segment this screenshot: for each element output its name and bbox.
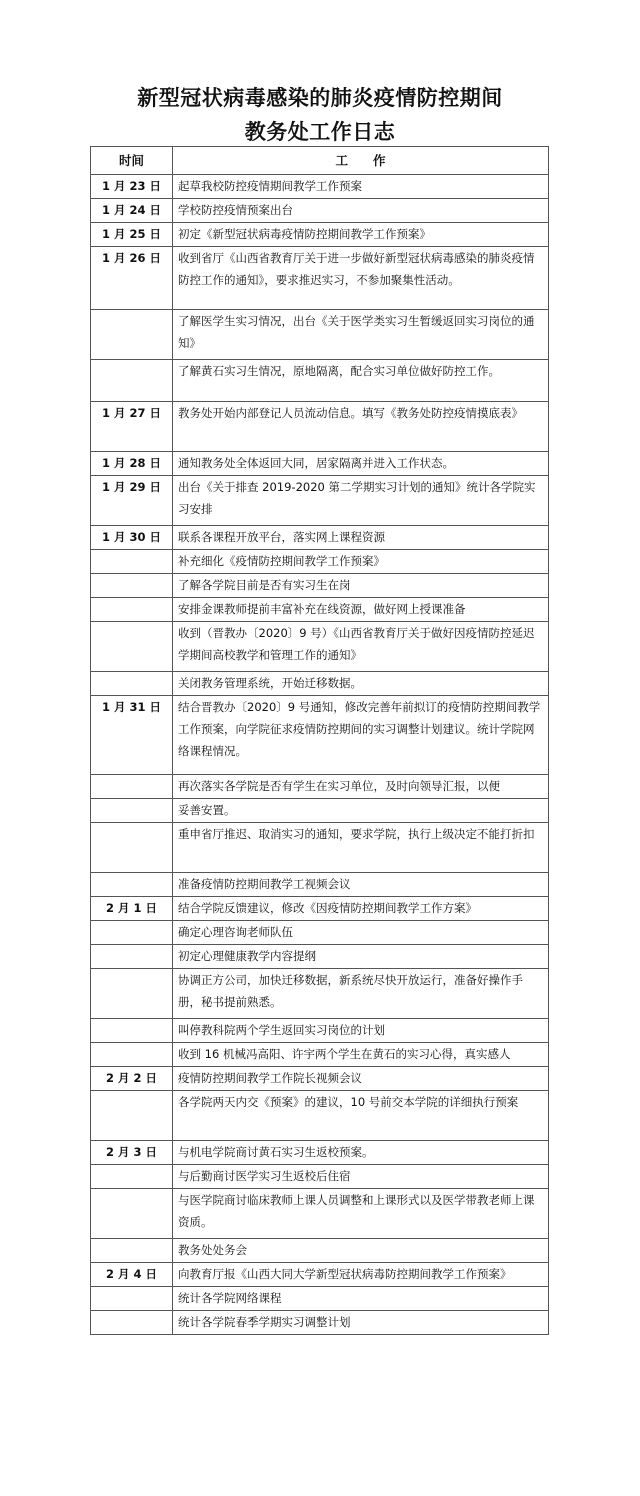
row-date xyxy=(91,550,173,574)
table-row xyxy=(91,598,549,622)
table-row xyxy=(91,1287,549,1311)
row-work: 妥善安置。 xyxy=(173,799,549,823)
row-date xyxy=(91,1043,173,1067)
row-date xyxy=(91,1287,173,1311)
table-row xyxy=(91,247,549,310)
table-row xyxy=(91,526,549,550)
row-date xyxy=(91,622,173,672)
row-date xyxy=(91,823,173,873)
row-work: 收到 16 机械冯高阳、许宇两个学生在黄石的实习心得，真实感人 xyxy=(173,1043,549,1067)
row-date xyxy=(91,969,173,1019)
row-work: 出台《关于排查 2019-2020 第二学期实习计划的通知》统计各学院实习安排 xyxy=(173,476,549,526)
row-work: 初定心理健康教学内容提纲 xyxy=(173,945,549,969)
row-work: 了解医学生实习情况，出台《关于医学类实习生暂缓返回实习岗位的通知》 xyxy=(173,310,549,360)
row-date xyxy=(91,799,173,823)
table-row xyxy=(91,696,549,775)
table-row xyxy=(91,223,549,247)
row-date: 1 月 23 日 xyxy=(91,175,173,199)
row-date xyxy=(91,360,173,402)
row-work: 再次落实各学院是否有学生在实习单位，及时向领导汇报，以便 xyxy=(173,775,549,799)
row-work: 确定心理咨询老师队伍 xyxy=(173,921,549,945)
row-work: 补充细化《疫情防控期间教学工作预案》 xyxy=(173,550,549,574)
row-date: 2 月 4 日 xyxy=(91,1263,173,1287)
row-date xyxy=(91,775,173,799)
row-date xyxy=(91,921,173,945)
row-work: 与后勤商讨医学实习生返校后住宿 xyxy=(173,1165,549,1189)
row-work: 安排金课教师提前丰富补充在线资源，做好网上授课准备 xyxy=(173,598,549,622)
page-title-line2: 教务处工作日志 xyxy=(244,120,396,144)
row-date: 2 月 3 日 xyxy=(91,1141,173,1165)
time-column-header: 时间 xyxy=(91,147,173,175)
table-row xyxy=(91,1189,549,1239)
page-title-line1: 新型冠状病毒感染的肺炎疫情防控期间 xyxy=(137,86,503,110)
work-column-header: 工 作 xyxy=(173,147,549,175)
row-work: 通知教务处全体返回大同，居家隔离并进入工作状态。 xyxy=(173,452,549,476)
row-date xyxy=(91,598,173,622)
table-row xyxy=(91,1239,549,1263)
row-date: 1 月 29 日 xyxy=(91,476,173,526)
row-work: 与医学院商讨临床教师上课人员调整和上课形式以及医学带教老师上课资质。 xyxy=(173,1189,549,1239)
table-row xyxy=(91,823,549,873)
row-work: 统计各学院网络课程 xyxy=(173,1287,549,1311)
table-row xyxy=(91,175,549,199)
row-date: 1 月 30 日 xyxy=(91,526,173,550)
table-row xyxy=(91,969,549,1019)
row-work: 关闭教务管理系统，开始迁移数据。 xyxy=(173,672,549,696)
row-date: 1 月 25 日 xyxy=(91,223,173,247)
table-row xyxy=(91,921,549,945)
row-date xyxy=(91,945,173,969)
row-work: 疫情防控期间教学工作院长视频会议 xyxy=(173,1067,549,1091)
row-work: 联系各课程开放平台，落实网上课程资源 xyxy=(173,526,549,550)
row-date xyxy=(91,672,173,696)
table-row xyxy=(91,199,549,223)
row-date: 1 月 26 日 xyxy=(91,247,173,310)
table-row xyxy=(91,1141,549,1165)
row-work: 起草我校防控疫情期间教学工作预案 xyxy=(173,175,549,199)
table-row xyxy=(91,402,549,452)
row-date: 1 月 31 日 xyxy=(91,696,173,775)
table-row xyxy=(91,1165,549,1189)
row-work: 向教育厅报《山西大同大学新型冠状病毒防控期间教学工作预案》 xyxy=(173,1263,549,1287)
row-work: 了解黄石实习生情况，原地隔离，配合实习单位做好防控工作。 xyxy=(173,360,549,402)
table-row xyxy=(91,550,549,574)
table-row xyxy=(91,775,549,799)
row-work: 初定《新型冠状病毒疫情防控期间教学工作预案》 xyxy=(173,223,549,247)
table-row xyxy=(91,1019,549,1043)
row-work: 了解各学院目前是否有实习生在岗 xyxy=(173,574,549,598)
row-date xyxy=(91,873,173,897)
row-date xyxy=(91,1165,173,1189)
row-work: 教务处开始内部登记人员流动信息。填写《教务处防控疫情摸底表》 xyxy=(173,402,549,452)
table-row xyxy=(91,1263,549,1287)
table-row xyxy=(91,1067,549,1091)
row-work: 各学院两天内交《预案》的建议，10 号前交本学院的详细执行预案 xyxy=(173,1091,549,1141)
row-work: 与机电学院商讨黄石实习生返校预案。 xyxy=(173,1141,549,1165)
row-work: 收到（晋教办〔2020〕9 号）《山西省教育厅关于做好因疫情防控延迟学期间高校教学和管理工作的通知》 xyxy=(173,622,549,672)
row-date xyxy=(91,574,173,598)
row-work: 统计各学院春季学期实习调整计划 xyxy=(173,1311,549,1335)
table-row xyxy=(91,945,549,969)
table-row xyxy=(91,360,549,402)
row-date xyxy=(91,1311,173,1335)
row-date xyxy=(91,1189,173,1239)
row-date xyxy=(91,1019,173,1043)
table-row xyxy=(91,1091,549,1141)
row-date: 2 月 2 日 xyxy=(91,1067,173,1091)
table-header-row xyxy=(91,147,549,175)
row-work: 结合学院反馈建议，修改《因疫情防控期间教学工作方案》 xyxy=(173,897,549,921)
row-work: 准备疫情防控期间教学工视频会议 xyxy=(173,873,549,897)
row-date xyxy=(91,1091,173,1141)
table-body xyxy=(91,175,549,1335)
row-work: 协调正方公司，加快迁移数据，新系统尽快开放运行，准备好操作手册，秘书提前熟悉。 xyxy=(173,969,549,1019)
table-row xyxy=(91,310,549,360)
row-date: 1 月 24 日 xyxy=(91,199,173,223)
table-row xyxy=(91,574,549,598)
row-date: 1 月 27 日 xyxy=(91,402,173,452)
row-work: 教务处处务会 xyxy=(173,1239,549,1263)
table-row xyxy=(91,897,549,921)
table-row xyxy=(91,1311,549,1335)
table-row xyxy=(91,799,549,823)
work-log-table xyxy=(90,146,549,1335)
table-row xyxy=(91,672,549,696)
table-row xyxy=(91,873,549,897)
row-work: 重申省厅推迟、取消实习的通知，要求学院，执行上级决定不能打折扣 xyxy=(173,823,549,873)
row-date xyxy=(91,1239,173,1263)
row-work: 收到省厅《山西省教育厅关于进一步做好新型冠状病毒感染的肺炎疫情防控工作的通知》，要求推迟实习，不参加聚集性活动。 xyxy=(173,247,549,310)
row-date xyxy=(91,310,173,360)
row-work: 叫停教科院两个学生返回实习岗位的计划 xyxy=(173,1019,549,1043)
row-date: 1 月 28 日 xyxy=(91,452,173,476)
table-row xyxy=(91,476,549,526)
table-row xyxy=(91,1043,549,1067)
table-row xyxy=(91,452,549,476)
row-date: 2 月 1 日 xyxy=(91,897,173,921)
row-work: 学校防控疫情预案出台 xyxy=(173,199,549,223)
row-work: 结合晋教办〔2020〕9 号通知，修改完善年前拟订的疫情防控期间教学工作预案，向学院征求疫情防控期间的实习调整计划建议。统计学院网络课程情况。 xyxy=(173,696,549,775)
table-row xyxy=(91,622,549,672)
